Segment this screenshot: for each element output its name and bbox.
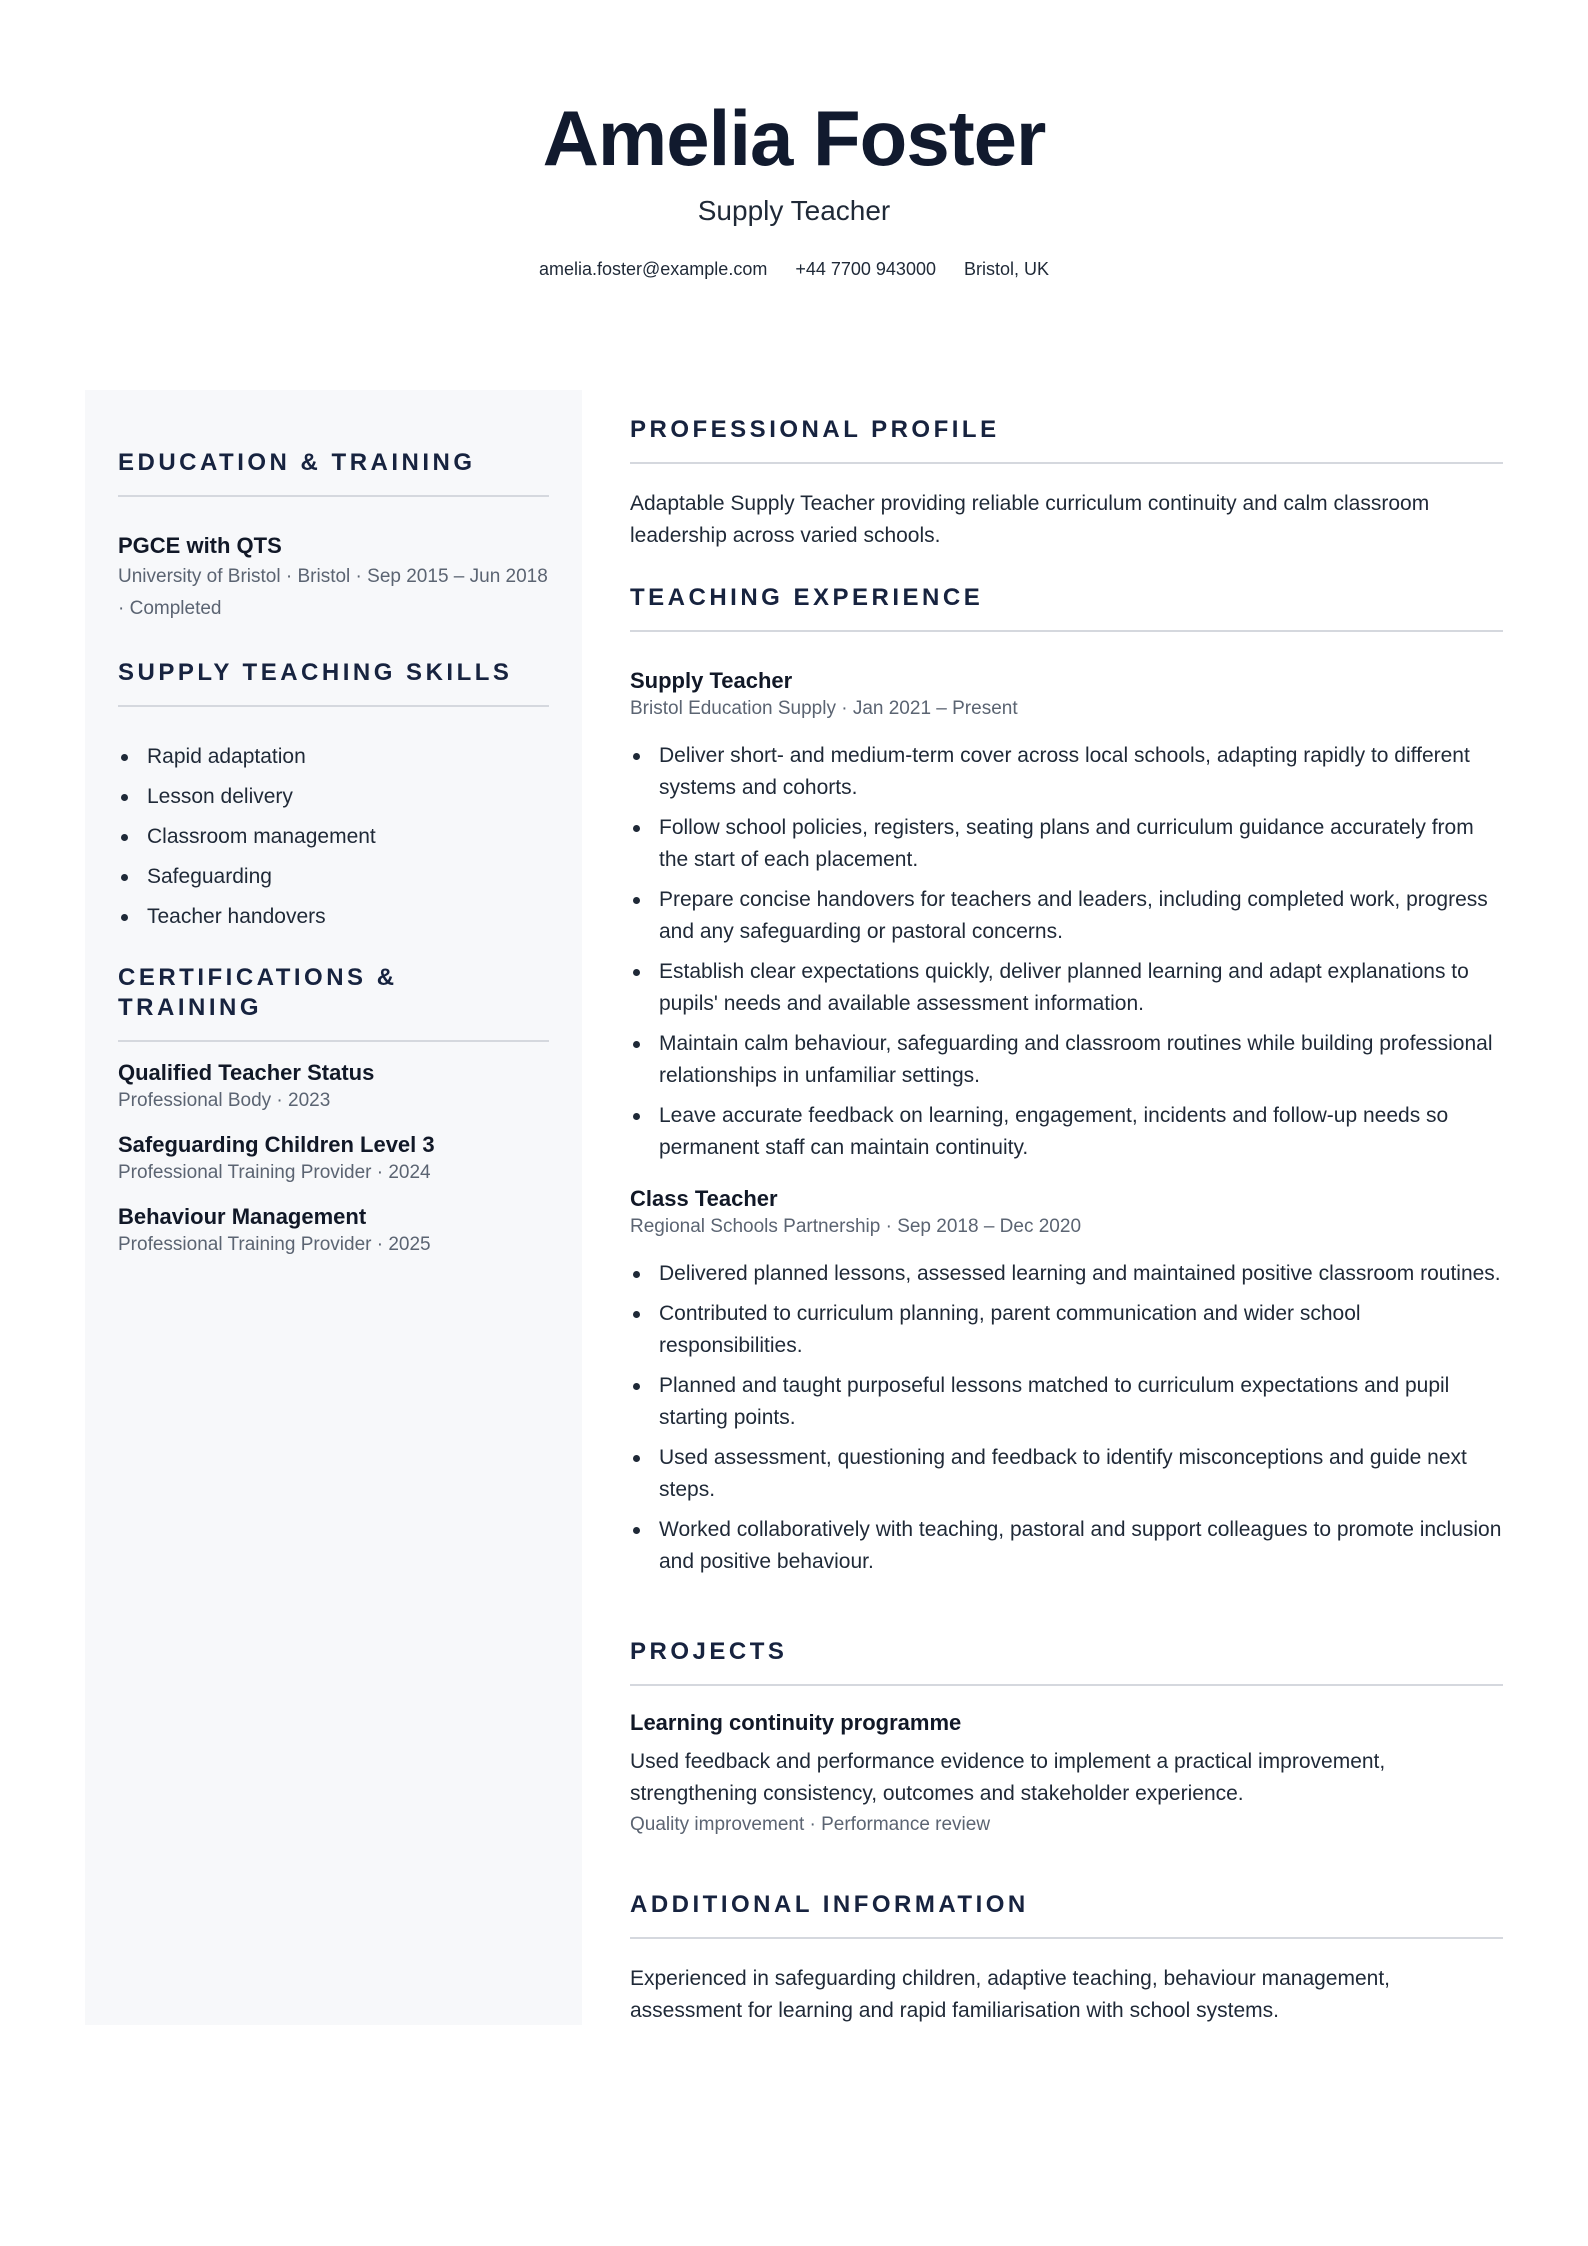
- projects-section: [630, 1637, 1503, 1840]
- list-item: [630, 1442, 1503, 1506]
- bullet-icon: [633, 753, 640, 760]
- list-item: [118, 781, 549, 813]
- education-meta-line: University of Bristol · Bristol · Sep 2015 – Jun 2018: [118, 566, 548, 587]
- skill-label: Rapid adaptation: [147, 745, 306, 768]
- job-title: Supply Teacher: [630, 668, 793, 693]
- certification-meta: Professional Training Provider · 2024: [118, 1162, 431, 1183]
- list-item: [118, 741, 549, 773]
- skill-label: Safeguarding: [147, 865, 272, 888]
- bullet-icon: [633, 1113, 640, 1120]
- bullet-text: Planned and taught purposeful lessons matched to curriculum expectations and pupil starting points.: [659, 1374, 1450, 1429]
- projects-heading: PROJECTS: [630, 1638, 788, 1665]
- contact-email: amelia.foster@example.com: [538, 259, 768, 279]
- bullet-text: Contributed to curriculum planning, parent communication and wider school responsibilities.: [659, 1302, 1361, 1357]
- list-item: [630, 1370, 1503, 1434]
- certifications-heading: CERTIFICATIONS & TRAINING: [118, 964, 398, 1021]
- bullet-text: Used assessment, questioning and feedback to identify misconceptions and guide next steps.: [659, 1446, 1467, 1501]
- list-item: [630, 1100, 1503, 1164]
- job-bullets: [630, 1258, 1503, 1578]
- profile-section: [630, 415, 1503, 552]
- bullet-text: Maintain calm behaviour, safeguarding and classroom routines while building professional relationships in unfamiliar settings.: [659, 1032, 1493, 1087]
- list-item: [630, 1258, 1503, 1290]
- certification-item: [118, 1130, 549, 1186]
- list-item: [630, 956, 1503, 1020]
- candidate-title: Supply Teacher: [697, 195, 891, 226]
- list-item: [118, 861, 549, 893]
- job-meta: Bristol Education Supply · Jan 2021 – Present: [630, 698, 1018, 719]
- bullet-icon: [633, 825, 640, 832]
- certification-item: [118, 1058, 549, 1114]
- job-bullets: [630, 740, 1503, 1164]
- list-item: [630, 740, 1503, 804]
- bullet-icon: [121, 874, 128, 881]
- list-item: [630, 1298, 1503, 1362]
- candidate-name: Amelia Foster: [542, 94, 1046, 182]
- list-item: [118, 821, 549, 853]
- contact-line: [0, 257, 1588, 281]
- bullet-icon: [633, 897, 640, 904]
- bullet-text: Follow school policies, registers, seating plans and curriculum guidance accurately from the start of each placement.: [659, 816, 1474, 871]
- bullet-text: Prepare concise handovers for teachers and leaders, including completed work, progress and any safeguarding or pastoral concerns.: [659, 888, 1488, 943]
- bullet-icon: [121, 914, 128, 921]
- education-degree: PGCE with QTS: [118, 533, 282, 558]
- certifications-section: [118, 963, 549, 1258]
- skill-label: Classroom management: [147, 825, 376, 848]
- contact-location: Bristol, UK: [963, 259, 1050, 279]
- list-item: [630, 1514, 1503, 1578]
- certification-meta: Professional Training Provider · 2025: [118, 1234, 431, 1255]
- profile-summary: Adaptable Supply Teacher providing reliable curriculum continuity and calm classroom leadership across varied schools.: [630, 492, 1430, 547]
- skills-heading: SUPPLY TEACHING SKILLS: [118, 659, 513, 686]
- bullet-icon: [633, 1455, 640, 1462]
- certification-item: [118, 1202, 549, 1258]
- list-item: [118, 901, 549, 933]
- bullet-text: Worked collaboratively with teaching, pastoral and support colleagues to promote inclusion and positive behaviour.: [659, 1518, 1502, 1573]
- skill-label: Teacher handovers: [147, 905, 326, 928]
- contact-phone: +44 7700 943000: [795, 259, 936, 279]
- bullet-icon: [121, 834, 128, 841]
- education-heading: EDUCATION & TRAINING: [118, 449, 476, 476]
- bullet-icon: [633, 969, 640, 976]
- bullet-icon: [633, 1041, 640, 1048]
- certification-meta: Professional Body · 2023: [118, 1090, 331, 1111]
- certification-title: Behaviour Management: [118, 1204, 367, 1229]
- certification-title: Qualified Teacher Status: [118, 1060, 375, 1085]
- bullet-icon: [633, 1311, 640, 1318]
- education-meta-line: · Completed: [118, 598, 222, 619]
- project-title: Learning continuity programme: [630, 1710, 962, 1735]
- skills-list: [118, 741, 549, 933]
- additional-text: Experienced in safeguarding children, adaptive teaching, behaviour management, assessment for learning and rapid familiarisation with school systems.: [630, 1967, 1390, 2022]
- bullet-icon: [633, 1271, 640, 1278]
- skill-label: Lesson delivery: [147, 785, 293, 808]
- bullet-icon: [633, 1527, 640, 1534]
- list-item: [630, 1028, 1503, 1092]
- bullet-text: Establish clear expectations quickly, deliver planned learning and adapt explanations to pupils' needs and available assessment information.: [659, 960, 1469, 1015]
- project-description: Used feedback and performance evidence to implement a practical improvement, strengthening consistency, outcomes and stakeholder experience.: [630, 1750, 1386, 1805]
- additional-section: [630, 1890, 1503, 2027]
- skills-section: [118, 658, 549, 941]
- bullet-icon: [121, 794, 128, 801]
- sidebar: [85, 390, 582, 2025]
- experience-heading: TEACHING EXPERIENCE: [630, 584, 984, 611]
- list-item: [630, 884, 1503, 948]
- profile-heading: PROFESSIONAL PROFILE: [630, 416, 1000, 443]
- job-entry: [630, 1184, 1503, 1578]
- job-title: Class Teacher: [630, 1186, 778, 1211]
- experience-section: [630, 583, 1503, 1586]
- certification-title: Safeguarding Children Level 3: [118, 1132, 435, 1157]
- bullet-icon: [121, 754, 128, 761]
- education-section: [118, 448, 549, 625]
- education-meta: [118, 561, 549, 625]
- job-entry: [630, 666, 1503, 1164]
- list-item: [630, 812, 1503, 876]
- additional-heading: ADDITIONAL INFORMATION: [630, 1891, 1029, 1918]
- job-meta: Regional Schools Partnership · Sep 2018 – Dec 2020: [630, 1216, 1082, 1237]
- bullet-text: Deliver short- and medium-term cover across local schools, adapting rapidly to different systems and cohorts.: [659, 744, 1470, 799]
- bullet-icon: [633, 1383, 640, 1390]
- bullet-text: Leave accurate feedback on learning, engagement, incidents and follow-up needs so permanent staff can maintain continuity.: [659, 1104, 1449, 1159]
- project-tags: Quality improvement · Performance review: [630, 1814, 991, 1835]
- bullet-text: Delivered planned lessons, assessed learning and maintained positive classroom routines.: [659, 1262, 1501, 1285]
